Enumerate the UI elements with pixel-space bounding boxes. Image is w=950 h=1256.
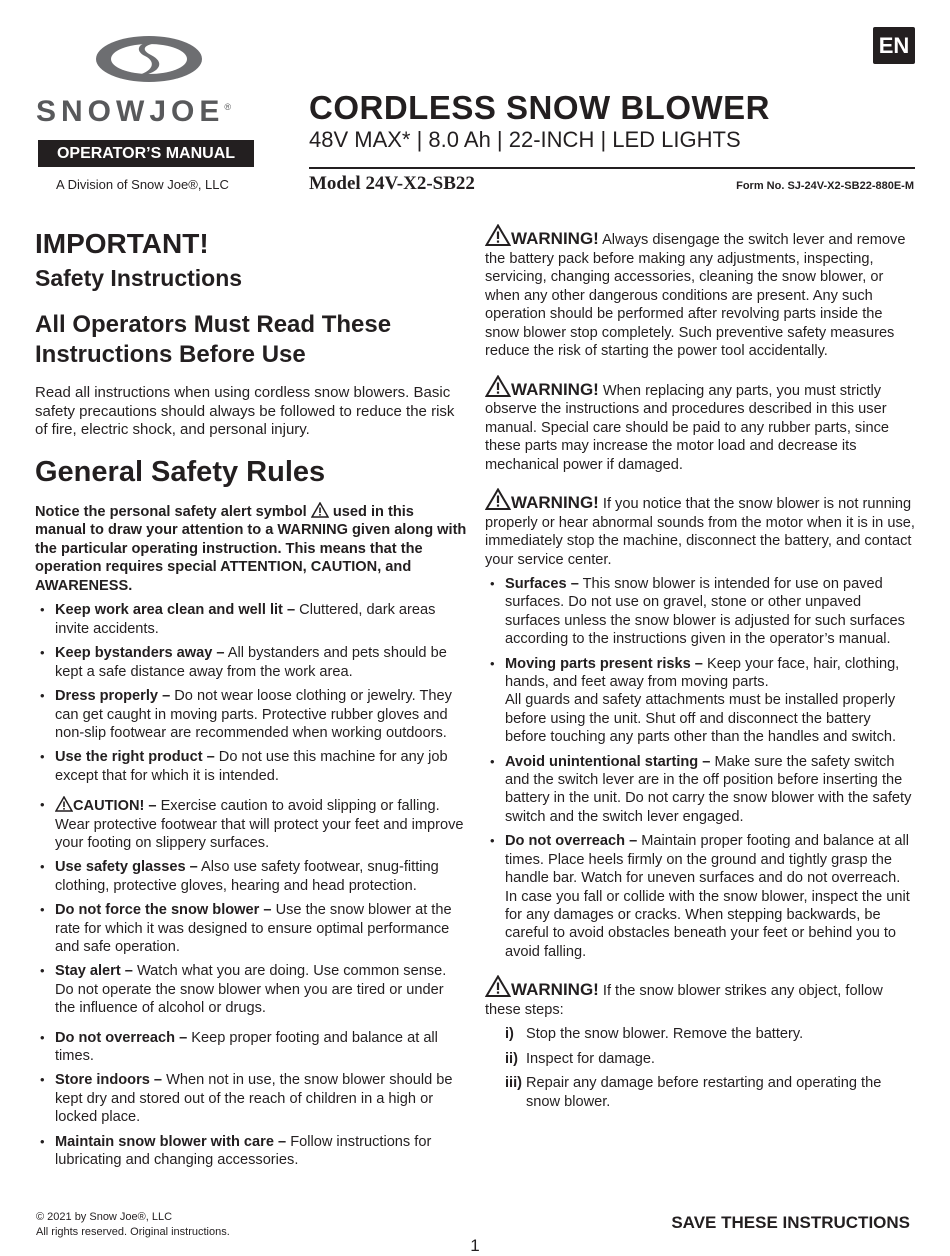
right-rules-list bbox=[485, 575, 915, 961]
object-strike-steps bbox=[485, 1025, 915, 1111]
intro-paragraph: Read all instructions when using cordless snow blowers. Basic safety precautions should always be followed to reduce the risk of fire, electric shock, and personal injury. bbox=[35, 384, 455, 438]
list-item: • Stay alert – Watch what you are doing. Use common sense. Do not operate the snow blower when you are tired or under the influence of alcohol or drugs. bbox=[35, 962, 467, 1017]
all-operators-heading: All Operators Must Read These Instructions Before Use bbox=[35, 311, 392, 368]
division-text: A Division of Snow Joe®, LLC bbox=[56, 177, 229, 192]
left-rules-list bbox=[35, 601, 467, 1169]
warning-paragraph: WARNING! If you notice that the snow blower is not running properly or hear abnormal sounds from the motor when it is in use, immediately stop the machine, disconnect the battery, and contact your service center. bbox=[485, 488, 915, 569]
warning-triangle-icon bbox=[485, 975, 511, 997]
operators-manual-label: OPERATOR’S MANUAL bbox=[38, 140, 254, 167]
copyright-notice: © 2021 by Snow Joe®, LLC All rights reserved. Original instructions. bbox=[36, 1211, 230, 1238]
list-item: • Do not overreach – Maintain proper footing and balance at all times. Place heels firmly on the ground and tightly grasp the handle bar. Watch for uneven surfaces and do not overreach. In case you fall or collide with the snow blower, inspect the unit for any damages or cracks. When stepping backwards, be careful to avoid obstacles beneath your feet or behind you to avoid falling. bbox=[485, 832, 915, 961]
warning-paragraph: WARNING! Always disengage the switch lever and remove the battery pack before making any adjustments, inspecting, servicing, changing accessories, cleaning the snow blower, or when any other dangerous conditions are present. Any such operation should be performed after revolving parts inside the snow blower stop completely. Such preventive safety measures reduce the risk of starting the power tool accidentally. bbox=[485, 224, 915, 361]
safety-alert-notice: Notice the personal safety alert symbol used in this manual to draw your attention to a WARNING given along with the particular operating instruction. This means that the operation requires special ATTENTION, CAUTION, and AWARENESS. bbox=[35, 503, 467, 594]
page-number: 1 bbox=[470, 1236, 480, 1255]
header-divider bbox=[309, 167, 915, 169]
snowjoe-logo-icon bbox=[93, 34, 205, 84]
list-item: • Do not overreach – Keep proper footing and balance at all times. bbox=[35, 1029, 467, 1066]
list-item: • Avoid unintentional starting – Make sure the safety switch and the switch lever are in the off position before inserting the battery in the unit. Do not carry the snow blower with the safety switch and the switch lever engaged. bbox=[485, 753, 915, 827]
warning-triangle-icon bbox=[485, 488, 511, 510]
list-item: • Maintain snow blower with care – Follow instructions for lubricating and changing accessories. bbox=[35, 1133, 467, 1170]
list-item: ii) Inspect for damage. bbox=[505, 1050, 655, 1067]
list-item: • Do not force the snow blower – Use the snow blower at the rate for which it was designed to ensure optimal performance and safe operation. bbox=[35, 901, 467, 956]
list-item: • Keep bystanders away – All bystanders and pets should be kept a safe distance away from the work area. bbox=[35, 644, 467, 681]
list-item: • Use safety glasses – Also use safety footwear, snug-fitting clothing, protective gloves, hearing and head protection. bbox=[35, 858, 467, 895]
save-instructions-text: SAVE THESE INSTRUCTIONS bbox=[671, 1213, 910, 1232]
important-heading: IMPORTANT! bbox=[35, 228, 209, 259]
model-number: Model 24V-X2-SB22 bbox=[309, 173, 475, 194]
list-item: • Store indoors – When not in use, the snow blower should be kept dry and stored out of the reach of children in a high or locked place. bbox=[35, 1071, 467, 1126]
brand-name: SNOWJOE® bbox=[36, 95, 231, 128]
form-number: Form No. SJ-24V-X2-SB22-880E-M bbox=[736, 180, 914, 192]
product-subtitle: 48V MAX* | 8.0 Ah | 22-INCH | LED LIGHTS bbox=[309, 127, 741, 152]
warning-paragraph: WARNING! If the snow blower strikes any object, follow these steps: bbox=[485, 975, 915, 1019]
warning-triangle-icon bbox=[311, 502, 329, 518]
warning-triangle-icon bbox=[485, 375, 511, 397]
right-column bbox=[485, 224, 915, 1111]
list-item: • Surfaces – This snow blower is intended for use on paved surfaces. Do not use on gravel, stone or other unpaved surfaces unless the snow blower is adjusted for such surfaces according to the instructions given in the operator’s manual. bbox=[485, 575, 915, 649]
list-item: • CAUTION! – Exercise caution to avoid slipping or falling. Wear protective footwear that will protect your feet and improve your footing on slippery surfaces. bbox=[35, 796, 467, 852]
warning-triangle-icon bbox=[485, 224, 511, 246]
list-item: i) Stop the snow blower. Remove the battery. bbox=[505, 1026, 804, 1043]
list-item: • Keep work area clean and well lit – Cluttered, dark areas invite accidents. bbox=[35, 601, 467, 638]
list-item: • Use the right product – Do not use this machine for any job except that for which it is intended. bbox=[35, 748, 467, 785]
product-title: CORDLESS SNOW BLOWER bbox=[309, 89, 770, 126]
language-badge: EN bbox=[873, 27, 915, 64]
list-item: iii) Repair any damage before restarting and operating the snow blower. bbox=[505, 1075, 882, 1110]
list-item: • Moving parts present risks – Keep your face, hair, clothing, hands, and feet away from moving parts. All guards and safety attachments must be installed properly before using the unit. Shut off and disconnect the battery before touching any parts other than the handles and switch. bbox=[485, 655, 915, 747]
safety-instructions-heading: Safety Instructions bbox=[35, 265, 243, 291]
warning-triangle-icon bbox=[55, 796, 73, 812]
list-item: • Dress properly – Do not wear loose clothing or jewelry. They can get caught in moving parts. Protective rubber gloves and non-slip footwear are recommended when working outdoors. bbox=[35, 687, 467, 742]
warning-paragraph: WARNING! When replacing any parts, you must strictly observe the instructions and procedures described in this user manual. Special care should be paid to any rubber parts, since these parts may increase the motor load and decrease its mechanical power if damaged. bbox=[485, 375, 915, 475]
general-safety-rules-heading: General Safety Rules bbox=[35, 455, 326, 488]
left-column bbox=[35, 226, 467, 1169]
